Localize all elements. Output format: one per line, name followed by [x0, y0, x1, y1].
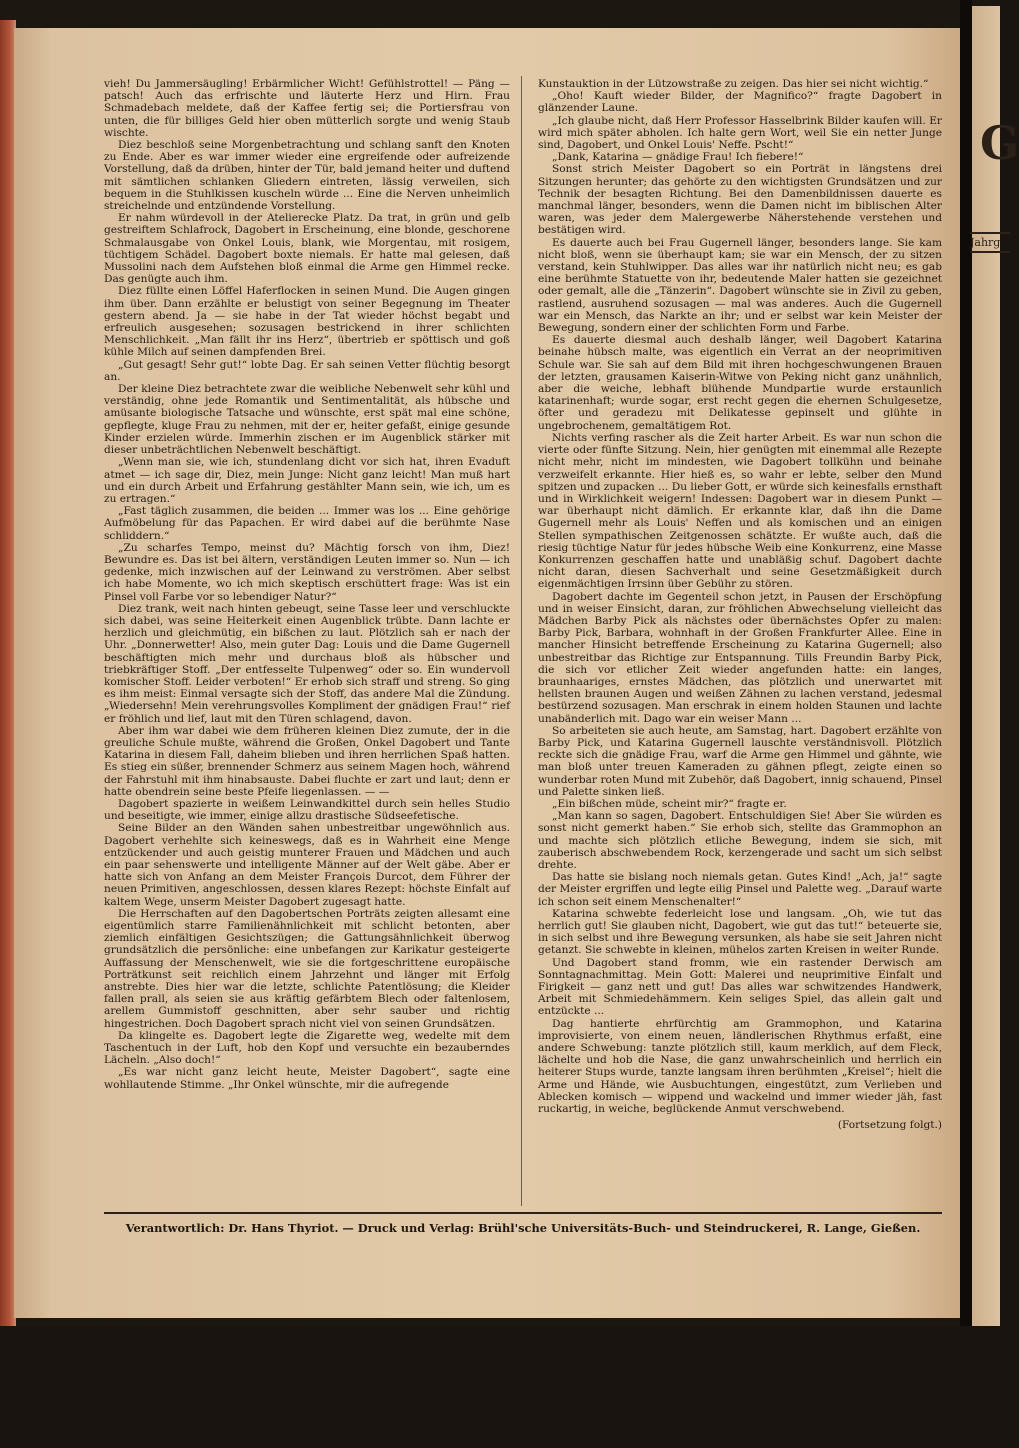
paragraph: Da klingelte es. Dagobert legte die Zigarette weg, wedelte mit dem Taschentuch in der Luft, hob den Kopf und versuchte ein bezauberndes Lächeln. „Also doch!“ [104, 1029, 510, 1067]
paragraph: Katarina schwebte federleicht lose und langsam. „Oh, wie tut das herrlich gut! Sie glauben nicht, Dagobert, wie gut das tut!“ beteuerte sie, in sich selbst und ihre Bewegung versunken, als habe sie seit Jahren nicht getanzt. Sie schwebte in kleinen, mühelos zarten Kreisen in weiter Runde. [538, 907, 942, 957]
paragraph: „Wenn man sie, wie ich, stundenlang dicht vor sich hat, ihren Evaduft atmet — ich sage dir, Diez, mein Junge: Nicht ganz leicht! Man muß hart und ein durch Arbeit und Erfahrung gestählter Mann sein, wie ich, um es zu ertragen.“ [104, 456, 510, 505]
paragraph: „Gut gesagt! Sehr gut!“ lobte Dag. Er sah seinen Vetter flüchtig besorgt an. [104, 358, 510, 383]
paragraph: „Dank, Katarina — gnädige Frau! Ich fiebere!“ [552, 151, 804, 164]
paragraph: Der kleine Diez betrachtete zwar die weibliche Nebenwelt sehr kühl und verständig, ohne jede Romantik und Sentimentalität, als hübsche und amüsante biologische Tatsache und wünschte, erst spät mal eine schöne, gepflegte, kluge Frau zu nehmen, mit der er, heiter gefaßt, einige gesunde Kinder erzielen würde. Immerhin zischen er im Augenblick stärker mit dieser unbeträchtlichen Nebenwelt beschäftigt. [104, 383, 510, 457]
paragraph: Und Dagobert stand fromm, wie ein rastender Derwisch am Sonntagnachmittag. Mein Gott: Malerei und neuprimitive Einfalt und Firigkeit — ganz nett und gut! Das alles war schwitzendes Handwerk, Arbeit mit Schmiedehämmern. Kein seliges Spiel, das allein galt und entzückte ... [538, 956, 942, 1018]
paragraph: Die Herrschaften auf den Dagobertschen Porträts zeigten allesamt eine eigentümlich starre Familienähnlichkeit mit schlicht betonten, aber ziemlich einfältigen Gesichtszügen; die Gattungsähnlichkeit überwog grundsätzlich die persönliche: eine unbefangen zur Karikatur gesteigerte Auffassung der Menschenwelt, wie sie die fortgeschrittene europäische Porträtkunst seit reichlich einem Jahrzehnt und länger mit Erfolg anstrebte. Dies hier war die letzte, schlichte Patentlösung; die Kleider fallen prall, als seien sie aus kräftig gefärbtem Blech oder faltenlosem, arellem Gummistoff geschnitten, aber sehr sauber und richtig hingestrichen. Doch Dagobert sprach nicht viel von seinen Grundsätzen. [104, 907, 510, 1030]
paragraph: Sonst strich Meister Dagobert so ein Porträt in längstens drei Sitzungen herunter; das gehörte zu den wichtigsten Grundsätzen und zur Technik der besagten Richtung. Bei den Damenbildnissen dauerte es manchmal länger, besonders, wenn die Damen nicht im biblischen Alter waren, was jeder dem Malergewerbe Näherstehende verstehen und bestätigen wird. [538, 163, 942, 237]
paragraph: Diez füllte einen Löffel Haferflocken in seinen Mund. Die Augen gingen ihm über. Dann erzählte er belustigt von seiner Begegnung im Theater gestern abend. Ja — sie habe in der Tat wieder höchst begabt und erfreulich ausgesehen; sozusagen bestrickend in ihrer schlichten Menschlichkeit. „Man fällt ihr ins Herz“, übertrieb er spöttisch und goß kühle Milch auf seinen dampfenden Brei. [104, 285, 510, 359]
paragraph: vieh! Du Jammersäugling! Erbärmlicher Wicht! Gefühlstrottel! — Päng — patsch! Auch das erfrischte und läuterte Herz und Hirn. Frau Schmadebach meldete, daß der Kaffee fertig sei; die Portiersfrau von unten, die für billiges Geld hier oben mütterlich sorgte und wenig Staub wischte. [104, 78, 510, 139]
next-page-strip [970, 6, 1019, 1326]
paragraph: „Man kann so sagen, Dagobert. Entschuldigen Sie! Aber Sie würden es sonst nicht gemerkt haben.“ Sie erhob sich, stellte das Grammophon an und machte sich plötzlich etliche Bewegung, indem sie sich, mit zauberisch abschwebendem Rock, kerzengerade und sacht um sich selbst drehte. [538, 810, 942, 871]
column-divider [521, 76, 522, 1206]
paragraph: „Zu scharfes Tempo, meinst du? Mächtig forsch von ihm, Diez! Bewundre es. Das ist bei ältern, verständigen Leuten immer so. Nun — ich gedenke, mich inzwischen auf der Leinwand zu verströmen. Aber selbst ich habe Momente, wo ich mich skeptisch erschüttert frage: Was ist ein Pinsel voll Farbe vor so lebendiger Natur?“ [104, 541, 510, 603]
paragraph: Kunstauktion in der Lützowstraße zu zeigen. Das hier sei nicht wichtig.“ [538, 78, 929, 90]
imprint-footer: Verantwortlich: Dr. Hans Thyriot. — Druck und Verlag: Brühl'sche Universitäts-Buch- und Steindruckerei, R. Lange, Gießen. [125, 1221, 921, 1235]
paragraph: „Fast täglich zusammen, die beiden ... Immer was los ... Eine gehörige Aufmöbelung für das Papachen. Er wird dabei auf die berühmte Nase schliddern.“ [104, 505, 510, 542]
paragraph: So arbeiteten sie auch heute, am Samstag, hart. Dagobert erzählte von Barby Pick, und Katarina Gugernell lauschte verständnisvoll. Plötzlich reckte sich die gnädige Frau, warf die Arme gen Himmel und gähnte, wie man bloß unter treuen Kameraden zu gähnen pflegt, zeigte einen so wunderbar roten Mund mit Zubehör, daß Dagobert, innig schauend, Pinsel und Palette sinken ließ. [538, 724, 942, 798]
next-page-label: Jahrg [970, 232, 1010, 253]
paragraph: Aber ihm war dabei wie dem früheren kleinen Diez zumute, der in die greuliche Schule mußte, während die Großen, Onkel Dagobert und Tante Katarina in diesem Fall, daheim blieben und ihren herrlichen Spaß hatten. Es stieg ein süßer, brennender Schmerz aus seinem Magen hoch, während der Fahrstuhl mit ihm hinabsauste. Dabei fluchte er zart und laut; denn er hatte obendrein seine beste Pfeife liegenlassen. — — [104, 724, 510, 798]
footer-rule [104, 1212, 942, 1214]
right-column [538, 78, 942, 1218]
paragraph: Diez beschloß seine Morgenbetrachtung und schlang sanft den Knoten zu Ende. Aber es war immer wieder eine ergreifende oder aufreizende Vorstellung, daß da drüben, hinter der Tür, bald jemand heiter und duftend mit sämtlichen schlanken Gliedern eintreten, lässig verweilen, sich bequem in die Stuhlkissen kuscheln würde ... Eine die Nerven unheimlich streichelnde und entzündende Vorstellung. [104, 139, 510, 213]
paragraph: Nichts verfing rascher als die Zeit harter Arbeit. Es war nun schon die vierte oder fünfte Sitzung. Nein, hier genügten mit einemmal alle Rezepte nicht mehr, nicht im mindesten, wie Dagobert tollkühn und beinahe verzweifelt erkannte. Hier hieß es, so wahr er lebte, selber den Mund spitzen und zupacken ... Du lieber Gott, er würde sich keinesfalls ernsthaft und in Wirklichkeit weigern! Indessen: Dagobert war in diesem Punkt — war überhaupt nicht dämlich. Er erkannte klar, daß ihn die Dame Gugernell mehr als Louis' Neffen und als komischen und an einigen Stellen sympathischen Zeitgenossen schätzte. Er wußte auch, daß die riesig tüchtige Natur für jedes hübsche Weib eine Konkurrenz, eine Masse Konkurrenzen geschaffen hatte und unabläßig schuf. Dagobert dachte nicht daran, diesen Sachverhalt und seine Gesetzmäßigkeit durch eigenmächtigen Irrsinn über Gebühr zu stören. [538, 431, 942, 591]
left-column [104, 78, 510, 1448]
paragraph: „Es war nicht ganz leicht heute, Meister Dagobert“, sagte eine wohllautende Stimme. „Ihr Onkel wünschte, mir die aufregende [104, 1066, 510, 1091]
paragraph: Seine Bilder an den Wänden sahen unbestreitbar ungewöhnlich aus. Dagobert verhehlte sich keineswegs, daß es in Wahrheit eine Menge entzückender und auch geistig munterer Frauen und Mädchen und auch ein paar sehenswerte und intelligente Männer auf der Welt gäbe. Aber er hatte sich von Anfang an dem Meister François Durcot, dem Führer der neuen Primitiven, angeschlossen, dessen klares Rezept: höchste Einfalt auf kaltem Wege, unserm Meister Dagobert zugesagt hatte. [104, 822, 510, 908]
paragraph: Es dauerte diesmal auch deshalb länger, weil Dagobert Katarina beinahe hübsch malte, was eigentlich ein Verrat an der neoprimitiven Schule war. Sie sah auf dem Bild mit ihren hochgeschwungenen Brauen der letzten, grausamen Kaiserin-Witwe von Peking nicht ganz unähnlich, aber die weiche, lebhaft blühende Mundpartie wurde erstaunlich katarinenhaft; wurde sogar, erst recht gegen die ehernen Schulgesetze, öfter und geradezu mit Delikatesse gepinselt und glühte in ungebrochenem, gemaltätigem Rot. [538, 334, 942, 432]
book-spine [960, 0, 972, 1326]
paragraph: Dag hantierte ehrfürchtig am Grammophon, und Katarina improvisierte, von einem neuen, ländlerischen Rhythmus erfaßt, eine andere Schwebung: tanzte plötzlich still, kaum merklich, auf dem Fleck, lächelte und hob die Nase, die ganz unwahrscheinlich und herrlich ein heiterer Stups wurde, tanzte langsam ihren berühmten „Kreisel“; hielt die Arme und Hände, wie Ausbuchtungen, eingestützt, zum Verlieben und Ablecken komisch — wippend und wackelnd und immer wieder jäh, fast ruckartig, in weiche, beglückende Anmut verschwebend. [538, 1017, 942, 1116]
paragraph: Dagobert dachte im Gegenteil schon jetzt, in Pausen der Erschöpfung und in weiser Einsicht, daran, zur fröhlichen Abwechselung vielleicht das Mädchen Barby Pick als nächstes oder übernächstes Opfer zu malen: Barby Pick, Barbara, wohnhaft in der Großen Frankfurter Allee. Eine in mancher Hinsicht betreffende Erscheinung zu Katarina Gugernell; also unbestreitbar das Richtige zur Entspannung. Tills Freundin Barby Pick, die sich vor etlicher Zeit wieder angefunden hatte: ein langes, braunhaariges, ernstes Mädchen, das plötzlich und unerwartet mit hellsten braunen Augen und weißen Zähnen zu lachen verstand, jedesmal bestürzend sozusagen. Man erschrak in einem holden Staunen und lachte unabänderlich mit. Dago war ein weiser Mann ... [538, 590, 942, 725]
paragraph: Er nahm würdevoll in der Ateliereckе Platz. Da trat, in grün und gelb gestreiftem Schlafrock, Dagobert in Erscheinung, eine blonde, geschorene Schmalausgabe von Onkel Louis, blank, wie Morgentau, mit rosigem, tüchtigem Schädel. Dagobert boxte niemals. Er hatte mal gelesen, daß Mussolini nach dem Aufstehen bloß einmal die Arme gen Himmel recke. Das genügte auch ihm. [104, 212, 510, 286]
paragraph: „Ich glaube nicht, daß Herr Professor Hasselbrink Bilder kaufen will. Er wird mich später abholen. Ich halte gern Wort, weil Sie ein netter Junge sind, Dagobert, und Onkel Louis' Neffe. Pscht!“ [538, 114, 942, 152]
continuation-note: (Fortsetzung folgt.) [837, 1119, 942, 1132]
paragraph: Dagobert spazierte in weißem Leinwandkittel durch sein helles Studio und beseitigte, wie immer, einige allzu drastische Südseefetische. [104, 797, 510, 823]
paragraph: Diez trank, weit nach hinten gebeugt, seine Tasse leer und verschluckte sich dabei, was seine Heiterkeit einen Augenblick trübte. Dann lachte er herzlich und gleichmütig, ein bißchen zu laut. Plötzlich sah er nach der Uhr. „Donnerwetter! Also, mein guter Dag: Louis und die Dame Gugernell beschäftigten mich mehr und durchaus bloß als hübscher und triebkräftiger Stoff. „Der entfesselte Tulpenweg“ oder so. Ein wundervoll komischer Stoff. Leider verboten!“ Er erhob sich straff und streng. So ging es ihm meist: Einmal versagte sich der Stoff, das andere Mal die Zündung. „Wiedersehn! Mein verehrungsvolles Kompliment der gnädigen Frau!“ rief er fröhlich und lief, laut mit den Türen schlagend, davon. [104, 602, 510, 725]
paragraph: „Oho! Kauft wieder Bilder, der Magnifico?“ fragte Dagobert in glänzender Laune. [538, 90, 942, 115]
paragraph: Es dauerte auch bei Frau Gugernell länger, besonders lange. Sie kam nicht bloß, wenn sie überhaupt kam; sie war ein Mensch, der zu sitzen verstand, kein Stuhlwipper. Das alles war ihr natürlich nicht neu; es gab eine berühmte Statuette von ihr, bedeutende Maler hatten sie gezeichnet oder gemalt, alle die „Tänzerin“. Dagobert wünschte sie in Zivil zu geben, rastlend, ausruhend sozusagen — mal was anderes. Auch die Gugernell war ein Mensch, das Narkte an ihr; und er selbst war kein Meister der Bewegung, sondern einer der schlichten Form und Farbe. [538, 236, 942, 335]
paragraph: „Ein bißchen müde, scheint mir?“ fragte er. [552, 797, 787, 810]
next-page-initial: G [980, 116, 1019, 170]
paragraph: Das hatte sie bislang noch niemals getan. Gutes Kind! „Ach, ja!“ sagte der Meister ergriffen und legte eilig Pinsel und Palette weg. „Darauf warte ich schon seit einem Menschenalter!“ [538, 871, 942, 908]
